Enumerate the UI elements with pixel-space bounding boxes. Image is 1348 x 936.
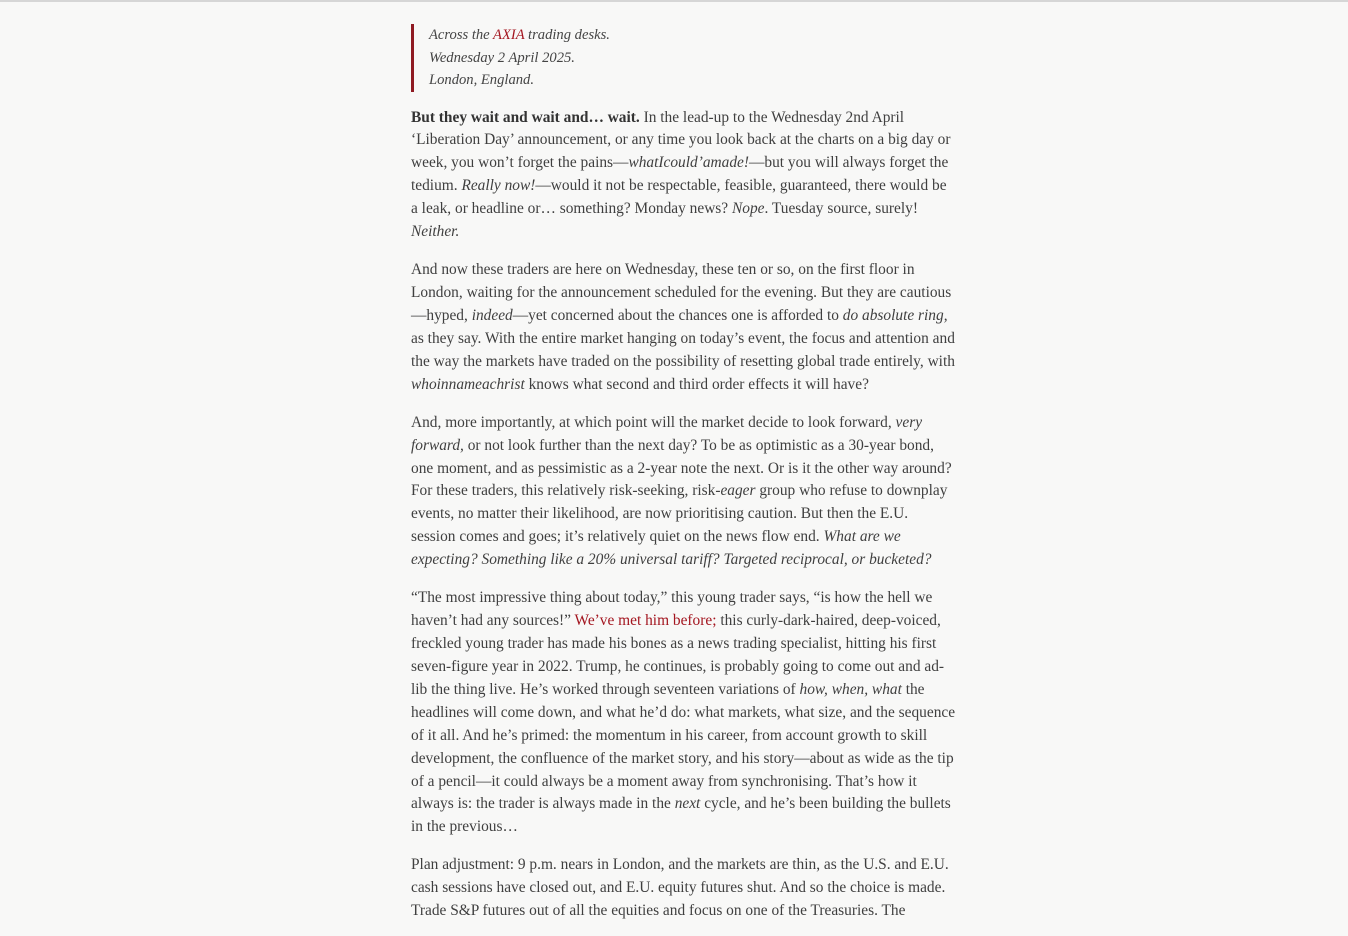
text-run: . Tuesday source, surely! (764, 200, 918, 218)
text-run: group who refuse to downplay events, no matter their likelihood, are now prioritising caution. But then the E.U. session comes and goes; it’s relatively quiet on the news flow end. (411, 482, 948, 546)
text-run: Plan adjustment: 9 p.m. nears in London, and the markets are thin, as the U.S. and E.U. cash sessions have closed out, and E.U. equity futures shut. And so the choice is made. Trade S&P futures out of all the equities and focus on one of the Treasuries. The (411, 856, 949, 920)
paragraph-3 (411, 412, 956, 572)
italic-run: next (674, 795, 701, 813)
italic-run: very forward, (411, 413, 923, 454)
article-body (411, 24, 956, 936)
dateline-location: London, England. (429, 72, 534, 88)
italic-run: whatIcould’amade! (628, 154, 749, 172)
text-run: —yet concerned about the chances one is afforded to (512, 306, 843, 324)
paragraph-2 (411, 259, 956, 396)
top-border (0, 0, 1348, 2)
dateline-text: Across the (429, 27, 494, 43)
italic-run: Nope (731, 200, 765, 218)
italic-run: how, when, what (799, 680, 902, 698)
met-him-before-link[interactable]: We’ve met him before; (574, 612, 717, 630)
text-run: knows what second and third order effects it will have? (524, 375, 869, 393)
text-run: —would it not be respectable, feasible, guaranteed, there would be a leak, or headline or… something? Monday news? (411, 177, 947, 218)
text-run: —but you will always forget the tedium. (411, 154, 949, 195)
text-run: “The most impressive thing about today,” this young trader says, “is how the hell we haven’t had any sources!” (411, 589, 933, 630)
text-run: cycle, and he’s been building the bullets in the previous… (411, 795, 951, 836)
dateline-date: Wednesday 2 April 2025. (429, 49, 575, 66)
text-run: In the lead-up to the Wednesday 2nd April ‘Liberation Day’ announcement, or any time you look back at the charts on a big day or week, you won’t forget the pains— (411, 108, 951, 172)
italic-run: Really now! (461, 177, 536, 195)
dateline-text: trading desks. (524, 27, 610, 43)
italic-run: indeed (471, 306, 513, 324)
text-run: this curly-dark-haired, deep-voiced, freckled young trader has made his bones as a news trading specialist, hitting his first seven-figure year in 2022. Trump, he continues, is probably going to come out and ad-lib the thing live. He’s worked through seventeen variations of (411, 612, 945, 698)
italic-run: do absolute ring, (842, 306, 948, 324)
italic-run: eager (720, 482, 756, 500)
italic-run: What are we expecting? Something like a 20% universal tariff? Targeted reciprocal, or bucketed? (411, 528, 932, 569)
dateline-line-1 (429, 24, 956, 47)
text-run: And, more importantly, at which point will the market decide to look forward, (411, 413, 896, 431)
axia-link[interactable]: AXIA (493, 27, 525, 43)
paragraph-4 (411, 587, 956, 839)
italic-run: whoinnameachrist (411, 375, 525, 393)
text-run: as they say. With the entire market hanging on today’s event, the focus and attention and the way the markets have traded on the possibility of resetting global trade entirely, with (411, 329, 955, 370)
paragraph-lead: But they wait and wait and… wait. (411, 108, 640, 126)
paragraph-1 (411, 107, 956, 244)
text-run: And now these traders are here on Wednesday, these ten or so, on the first floor in London, waiting for the announcement scheduled for the evening. But they are cautious—hyped, (411, 261, 952, 324)
italic-run: Neither. (411, 223, 460, 241)
text-run: the headlines will come down, and what he’d do: what markets, what size, and the sequence of it all. And he’s primed: the momentum in his career, from account growth to skill development, the confluence of the market story, and his story—about as wide as the tip of a pencil—it could always be a moment away from synchronising. That’s how it always is: the trader is always made in the (411, 680, 956, 813)
paragraph-5 (411, 854, 956, 923)
text-run: or not look further than the next day? To be as optimistic as a 30-year bond, one moment, and as pessimistic as a 2-year note the next. Or is it the other way around? For these traders, this relatively risk-seeking, risk- (411, 436, 952, 500)
dateline-blockquote (411, 24, 956, 92)
